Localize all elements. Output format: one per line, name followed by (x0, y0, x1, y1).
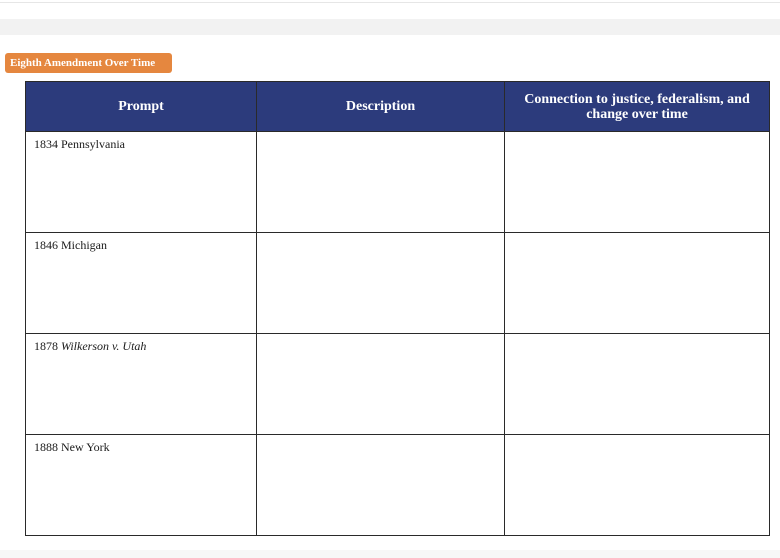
description-cell[interactable] (257, 435, 505, 536)
description-cell[interactable] (257, 334, 505, 435)
table-row (26, 435, 770, 536)
prompt-year: 1846 (34, 238, 58, 252)
prompt-name: Pennsylvania (61, 137, 125, 151)
section-tag: Eighth Amendment Over Time (5, 53, 172, 73)
table-row (26, 132, 770, 233)
column-header-prompt: Prompt (26, 82, 257, 132)
connection-cell[interactable] (505, 233, 770, 334)
graphic-organizer-table (25, 81, 770, 536)
bottom-strip (0, 550, 780, 558)
description-cell[interactable] (257, 132, 505, 233)
prompt-year: 1878 (34, 339, 58, 353)
column-header-description: Description (257, 82, 505, 132)
connection-cell[interactable] (505, 435, 770, 536)
top-toolbar-strip (0, 19, 780, 35)
prompt-name: New York (61, 440, 110, 454)
prompt-name: Michigan (61, 238, 107, 252)
prompt-cell (26, 334, 257, 435)
prompt-cell (26, 233, 257, 334)
description-cell[interactable] (257, 233, 505, 334)
connection-cell[interactable] (505, 334, 770, 435)
prompt-cell (26, 132, 257, 233)
table-header-row (26, 82, 770, 132)
top-divider (0, 2, 780, 3)
table-row (26, 233, 770, 334)
table-row (26, 334, 770, 435)
prompt-year: 1888 (34, 440, 58, 454)
prompt-year: 1834 (34, 137, 58, 151)
column-header-connection: Connection to justice, federalism, and change over time (505, 82, 770, 132)
prompt-case-name: Wilkerson v. Utah (61, 339, 147, 353)
prompt-cell (26, 435, 257, 536)
connection-cell[interactable] (505, 132, 770, 233)
